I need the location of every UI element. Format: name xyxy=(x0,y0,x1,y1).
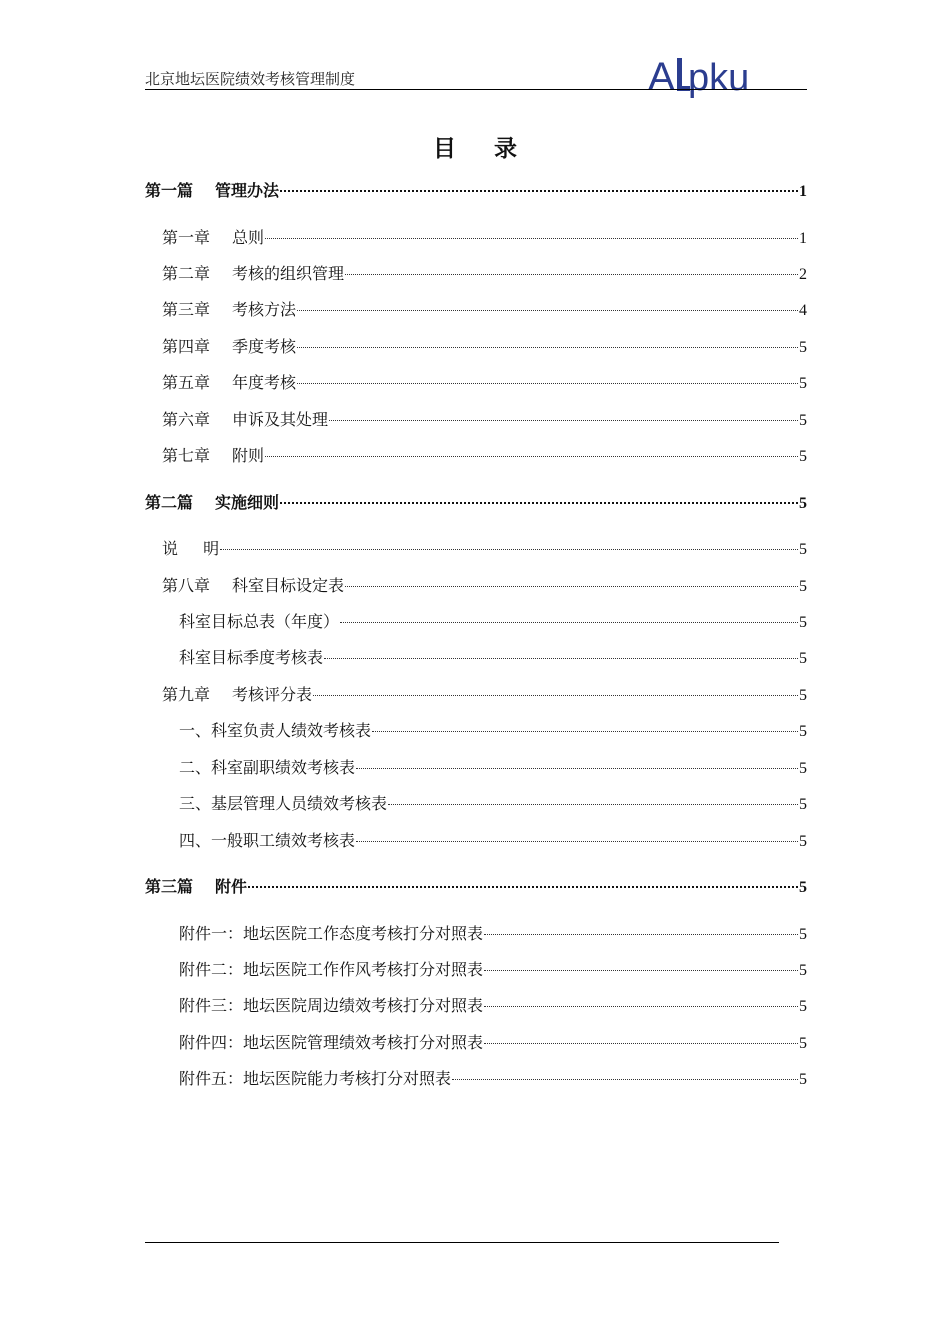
toc-dot-leader xyxy=(340,622,798,623)
toc-entry-title: 四、一般职工绩效考核表 xyxy=(179,831,356,850)
toc-dot-leader xyxy=(265,456,798,457)
toc-entry-title: 一、科室负责人绩效考核表 xyxy=(179,721,372,740)
toc-entry-title: 科室目标季度考核表 xyxy=(179,648,324,667)
toc-entry-label xyxy=(145,877,247,897)
toc-dot-leader xyxy=(484,1006,798,1007)
toc-page-number: 5 xyxy=(799,541,807,558)
toc-entry-number: 第一章 xyxy=(162,228,211,247)
toc-entry-label xyxy=(179,1033,483,1053)
toc-page-number: 5 xyxy=(799,448,807,465)
toc-entry-number: 第一篇 xyxy=(145,181,194,200)
toc-dot-leader xyxy=(324,658,798,659)
toc-chapter-entry[interactable] xyxy=(145,300,807,321)
toc-entry-label xyxy=(145,493,279,513)
toc-dot-leader xyxy=(452,1079,798,1080)
toc-dot-leader xyxy=(329,420,798,421)
toc-page-number: 5 xyxy=(799,796,807,813)
toc-page-number: 5 xyxy=(799,687,807,704)
toc-page-number: 5 xyxy=(799,760,807,777)
toc-entry-title: 考核的组织管理 xyxy=(232,264,345,283)
toc-page-number: 5 xyxy=(799,879,807,896)
toc-dot-leader xyxy=(248,886,798,888)
toc-entry-label xyxy=(162,685,312,705)
toc-chapter-entry[interactable] xyxy=(145,685,807,706)
toc-entry-number: 第四章 xyxy=(162,337,211,356)
footer-rule xyxy=(145,1242,779,1243)
toc-dot-leader xyxy=(356,768,798,769)
toc-entry-title: 附件五：地坛医院能力考核打分对照表 xyxy=(179,1069,452,1088)
toc-entry-label xyxy=(179,612,339,632)
toc-page-number: 5 xyxy=(799,375,807,392)
toc-chapter-entry[interactable] xyxy=(145,228,807,249)
toc-section-entry[interactable] xyxy=(145,960,807,981)
toc-entry-title: 附件四：地坛医院管理绩效考核打分对照表 xyxy=(179,1033,484,1052)
toc-entry-label xyxy=(179,721,371,741)
toc-entry-title: 申诉及其处理 xyxy=(232,410,329,429)
toc-page-number: 5 xyxy=(799,962,807,979)
toc-entry-title: 附件三：地坛医院周边绩效考核打分对照表 xyxy=(179,996,484,1015)
toc-entry-label xyxy=(162,446,264,466)
toc-section-entry[interactable] xyxy=(145,996,807,1017)
toc-page-number: 5 xyxy=(799,339,807,356)
toc-dot-leader xyxy=(356,841,798,842)
toc-entry-label xyxy=(162,410,328,430)
toc-page-number: 2 xyxy=(799,266,807,283)
toc-entry-number: 第三篇 xyxy=(145,877,194,896)
toc-dot-leader xyxy=(484,1043,798,1044)
toc-dot-leader xyxy=(484,934,798,935)
toc-entry-label xyxy=(179,960,483,980)
toc-entry-title: 三、基层管理人员绩效考核表 xyxy=(179,794,388,813)
toc-section-entry[interactable] xyxy=(145,721,807,742)
toc-entry-title: 二、科室副职绩效考核表 xyxy=(179,758,356,777)
toc-entry-title: 管理办法 xyxy=(215,181,280,200)
toc-dot-leader xyxy=(345,274,798,275)
toc-section-entry[interactable] xyxy=(145,758,807,779)
toc-entry-title: 科室目标设定表 xyxy=(232,576,345,595)
toc-entry-title: 季度考核 xyxy=(232,337,297,356)
toc-page-number: 4 xyxy=(799,302,807,319)
toc-entry-title: 总则 xyxy=(232,228,265,247)
toc-entry-number: 第五章 xyxy=(162,373,211,392)
toc-page-number: 5 xyxy=(799,650,807,667)
toc-page-number: 5 xyxy=(799,998,807,1015)
toc-entry-label xyxy=(179,1069,451,1089)
toc-entry-title: 附件一：地坛医院工作态度考核打分对照表 xyxy=(179,924,484,943)
toc-dot-leader xyxy=(372,731,798,732)
toc-entry-label xyxy=(162,337,296,357)
toc-entry-title: 科室目标总表（年度） xyxy=(179,612,340,631)
toc-dot-leader xyxy=(313,695,798,696)
toc-entry-number: 第八章 xyxy=(162,576,211,595)
logo-letters-pku: pku xyxy=(688,57,750,99)
toc-entry-label xyxy=(179,794,387,814)
toc-entry-title: 附则 xyxy=(232,446,265,465)
toc-section-entry[interactable] xyxy=(145,612,807,633)
toc-entry-number: 第二章 xyxy=(162,264,211,283)
toc-entry-label xyxy=(179,648,323,668)
toc-chapter-entry[interactable] xyxy=(145,337,807,358)
table-of-contents xyxy=(145,0,807,1344)
header-title: 北京地坛医院绩效考核管理制度 xyxy=(145,70,356,88)
toc-section-entry[interactable] xyxy=(145,648,807,669)
toc-entry-number: 第七章 xyxy=(162,446,211,465)
toc-entry-label xyxy=(162,264,344,284)
toc-page-number: 1 xyxy=(799,230,807,247)
toc-page-number: 5 xyxy=(799,412,807,429)
toc-entry-label xyxy=(162,576,344,596)
toc-entry-number: 第三章 xyxy=(162,300,211,319)
toc-chapter-entry[interactable] xyxy=(145,446,807,467)
toc-entry-title: 考核评分表 xyxy=(232,685,313,704)
toc-dot-leader xyxy=(388,804,798,805)
toc-dot-leader xyxy=(297,347,798,348)
logo-letter-a: A xyxy=(648,55,675,99)
toc-page-number: 5 xyxy=(799,723,807,740)
toc-dot-leader xyxy=(297,383,798,384)
toc-page-number: 1 xyxy=(799,183,807,200)
toc-entry-title: 年度考核 xyxy=(232,373,297,392)
toc-chapter-entry[interactable] xyxy=(145,576,807,597)
toc-entry-label xyxy=(145,181,279,201)
toc-entry-label xyxy=(179,758,355,778)
toc-part-entry[interactable] xyxy=(145,493,807,514)
toc-part-entry[interactable] xyxy=(145,877,807,898)
toc-entry-number: 说 明 xyxy=(162,539,220,558)
toc-entry-label xyxy=(162,373,296,393)
toc-page-number: 5 xyxy=(799,614,807,631)
toc-entry-title: 附件 xyxy=(215,877,248,896)
toc-part-entry[interactable] xyxy=(145,181,807,202)
toc-page-number: 5 xyxy=(799,926,807,943)
toc-section-entry[interactable] xyxy=(145,831,807,852)
toc-entry-label xyxy=(179,924,483,944)
toc-entry-number: 第六章 xyxy=(162,410,211,429)
toc-dot-leader xyxy=(220,549,798,550)
toc-page-number: 5 xyxy=(799,833,807,850)
toc-dot-leader xyxy=(280,190,798,192)
toc-title: 目录 xyxy=(433,135,555,162)
toc-page-number: 5 xyxy=(799,1035,807,1052)
toc-dot-leader xyxy=(297,310,798,311)
toc-section-entry[interactable] xyxy=(145,924,807,945)
toc-section-entry[interactable] xyxy=(145,794,807,815)
toc-entry-label xyxy=(162,228,264,248)
toc-entry-label xyxy=(162,539,219,559)
toc-dot-leader xyxy=(484,970,798,971)
toc-dot-leader xyxy=(265,238,798,239)
toc-chapter-entry[interactable] xyxy=(145,264,807,285)
toc-entry-label xyxy=(162,300,296,320)
toc-entry-title: 实施细则 xyxy=(215,493,280,512)
toc-page-number: 5 xyxy=(799,495,807,512)
toc-chapter-entry[interactable] xyxy=(145,539,807,560)
toc-entry-number: 第九章 xyxy=(162,685,211,704)
toc-page-number: 5 xyxy=(799,1071,807,1088)
toc-entry-label xyxy=(179,831,355,851)
toc-entry-title: 考核方法 xyxy=(232,300,297,319)
toc-dot-leader xyxy=(280,502,798,504)
toc-chapter-entry[interactable] xyxy=(145,410,807,431)
toc-section-entry[interactable] xyxy=(145,1033,807,1054)
toc-entry-number: 第二篇 xyxy=(145,493,194,512)
toc-dot-leader xyxy=(345,586,798,587)
toc-entry-label xyxy=(179,996,483,1016)
toc-page-number: 5 xyxy=(799,578,807,595)
toc-chapter-entry[interactable] xyxy=(145,373,807,394)
toc-section-entry[interactable] xyxy=(145,1069,807,1090)
toc-entry-title: 附件二：地坛医院工作作风考核打分对照表 xyxy=(179,960,484,979)
